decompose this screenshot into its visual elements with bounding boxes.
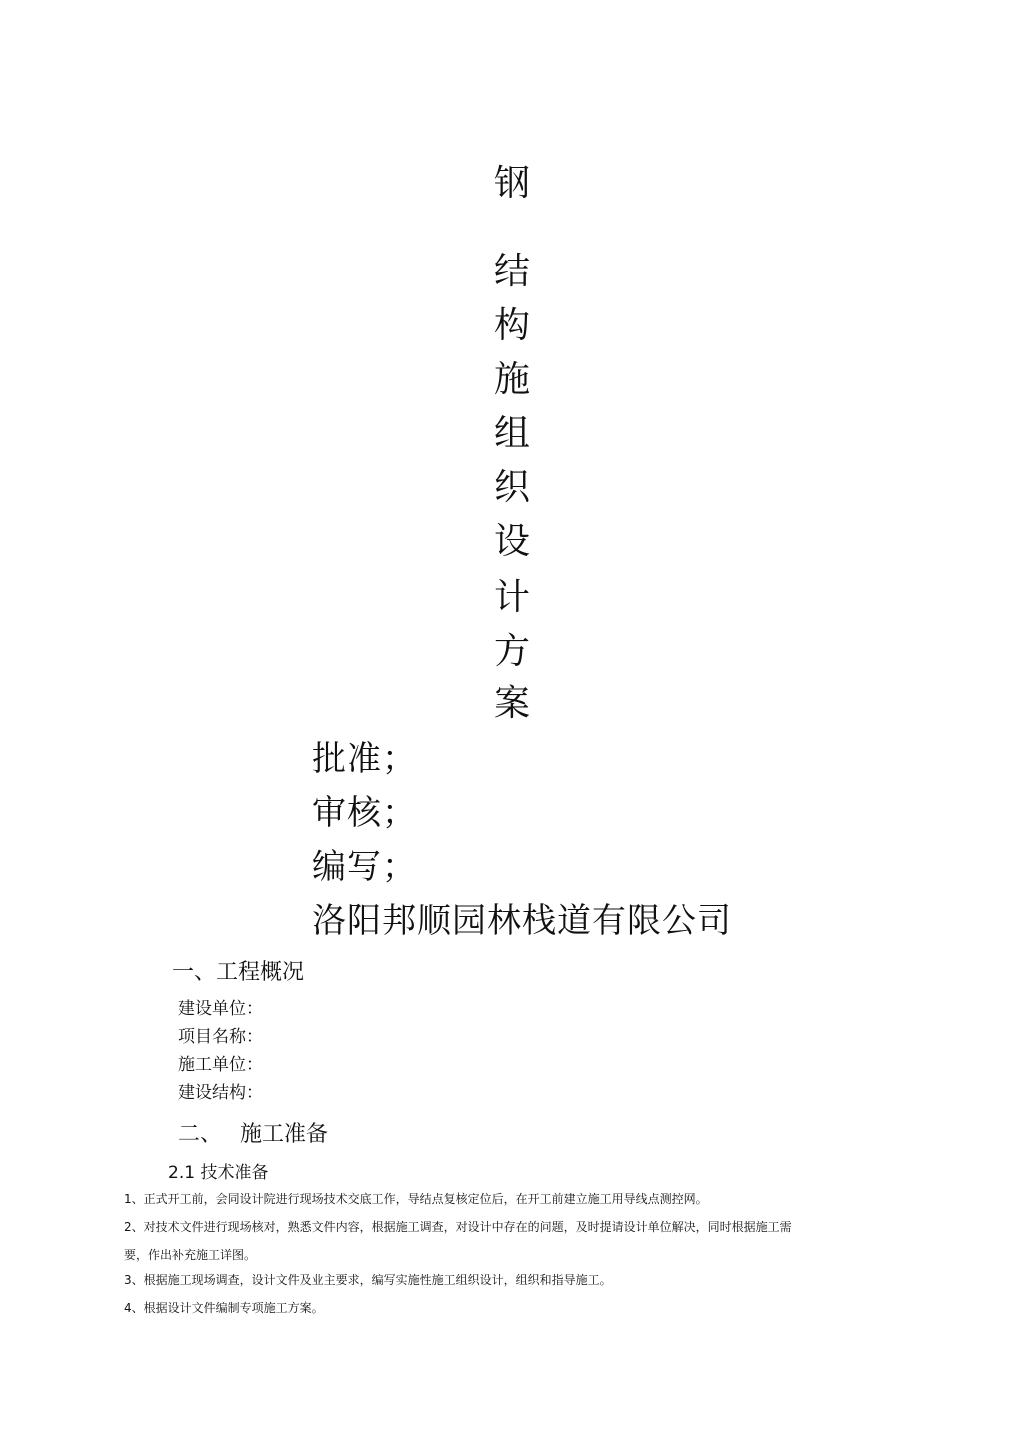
- field-structure: 建设结构：: [178, 1083, 263, 1103]
- title-char: 设: [493, 521, 530, 562]
- section-2-heading-number: 二、: [178, 1122, 223, 1147]
- list-item: 3、根据施工现场调查，设计文件及业主要求，编写实施性施工组织设计，组织和指导施工。: [124, 1273, 612, 1287]
- title-char: 结: [493, 251, 530, 292]
- field-construction-unit: 建设单位：: [178, 999, 263, 1019]
- title-char: 织: [493, 467, 530, 508]
- list-item: 1、正式开工前，会同设计院进行现场技术交底工作，导结点复核定位后，在开工前建立施工用导线点测控网。: [124, 1192, 708, 1206]
- title-char: 计: [493, 577, 530, 618]
- title-char: 钢: [493, 163, 530, 204]
- section-2-heading-text: 施工准备: [240, 1122, 329, 1147]
- sub-heading-tech-prep: 2.1 技术准备: [168, 1163, 269, 1183]
- title-char: 组: [493, 413, 530, 454]
- list-item: 4、根据设计文件编制专项施工方案。: [124, 1301, 324, 1315]
- title-char: 构: [493, 305, 530, 346]
- company-name: 洛阳邦顺园林栈道有限公司: [312, 901, 732, 941]
- write-line: 编写；: [312, 847, 417, 887]
- approve-line: 批准；: [312, 739, 417, 779]
- title-char: 案: [493, 683, 530, 724]
- field-contractor: 施工单位：: [178, 1055, 263, 1075]
- field-project-name: 项目名称：: [178, 1027, 263, 1047]
- title-char: 方: [493, 631, 530, 672]
- section-1-heading: 一、工程概况: [172, 960, 305, 985]
- list-item: 2、对技术文件进行现场核对，熟悉文件内容，根据施工调查，对设计中存在的问题，及时提请设计单位解决，同时根据施工需要，作出补充施工详图。: [124, 1220, 792, 1262]
- review-line: 审核；: [312, 793, 417, 833]
- title-char: 施: [493, 359, 530, 400]
